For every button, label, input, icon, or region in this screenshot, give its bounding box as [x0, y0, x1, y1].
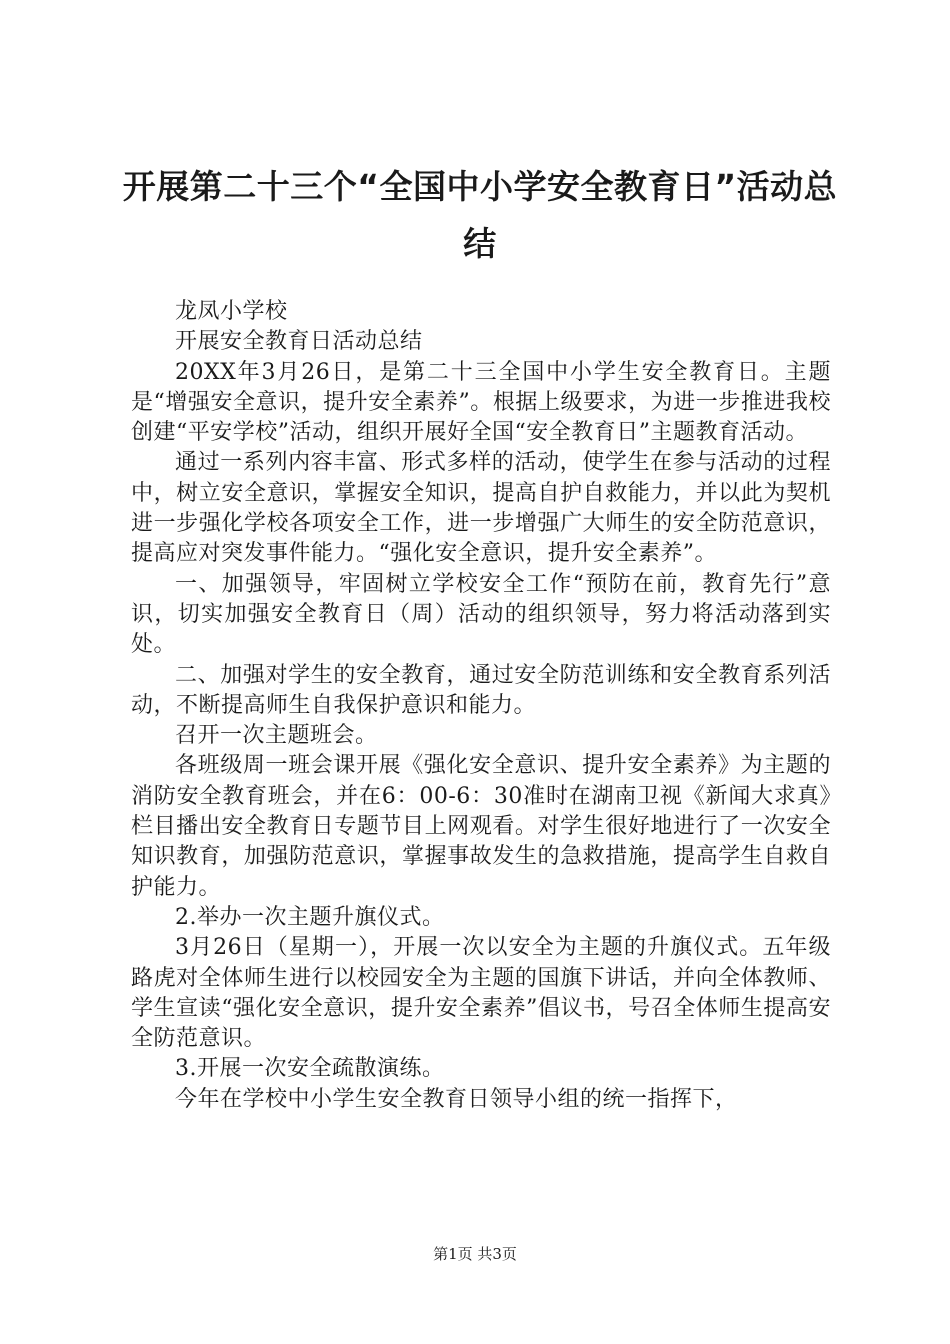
- paragraph-purpose: 通过一系列内容丰富、形式多样的活动，使学生在参与活动的过程中，树立安全意识，掌握安全知识，提高自护自救能力，并以此为契机进一步强化学校各项安全工作，进一步增强广大师生的安全防范意识，提高应对突发事件能力。“强化安全意识，提升安全素养”。: [131, 450, 831, 567]
- paragraph-flag-ceremony-heading: 2.举办一次主题升旗仪式。: [175, 904, 445, 930]
- paragraph-evacuation-heading: 3.开展一次安全疏散演练。: [175, 1056, 445, 1082]
- paragraph-section-one: 一、加强领导，牢固树立学校安全工作“预防在前，教育先行”意识，切实加强安全教育日（周）活动的组织领导，努力将活动落到实处。: [131, 571, 831, 658]
- document-body: [131, 297, 831, 1115]
- paragraph-flag-ceremony: 3月26日（星期一），开展一次以安全为主题的升旗仪式。五年级路虎对全体师生进行以校园安全为主题的国旗下讲话，并向全体教师、学生宣读“强化安全意识，提升安全素养”倡议书，号召全体师生提高安全防范意识。: [131, 935, 831, 1052]
- document-title: 开展第二十三个“全国中小学安全教育日”活动总结: [122, 167, 838, 263]
- page-number-footer: 第1页 共3页: [433, 1245, 517, 1263]
- paragraph-school-name: 龙凤小学校: [175, 299, 288, 324]
- paragraph-evacuation: 今年在学校中小学生安全教育日领导小组的统一指挥下，: [175, 1086, 738, 1112]
- paragraph-subtitle: 开展安全教育日活动总结: [175, 329, 423, 355]
- paragraph-intro: 20XX年3月26日，是第二十三全国中小学生安全教育日。主题是“增强安全意识，提升安全素养”。根据上级要求，为进一步推进我校创建“平安学校”活动，组织开展好全国“安全教育日”主题教育活动。: [131, 359, 831, 446]
- paragraph-section-two: 二、加强对学生的安全教育，通过安全防范训练和安全教育系列活动，不断提高师生自我保护意识和能力。: [131, 662, 831, 718]
- paragraph-class-meeting-heading: 召开一次主题班会。: [175, 723, 378, 749]
- paragraph-class-meeting: 各班级周一班会课开展《强化安全意识、提升安全素养》为主题的消防安全教育班会，并在6：00-6：30准时在湖南卫视《新闻大求真》栏目播出安全教育日专题节目上网观看。对学生很好地进行了一次安全知识教育，加强防范意识，掌握事故发生的急救措施，提高学生自救自护能力。: [131, 753, 831, 900]
